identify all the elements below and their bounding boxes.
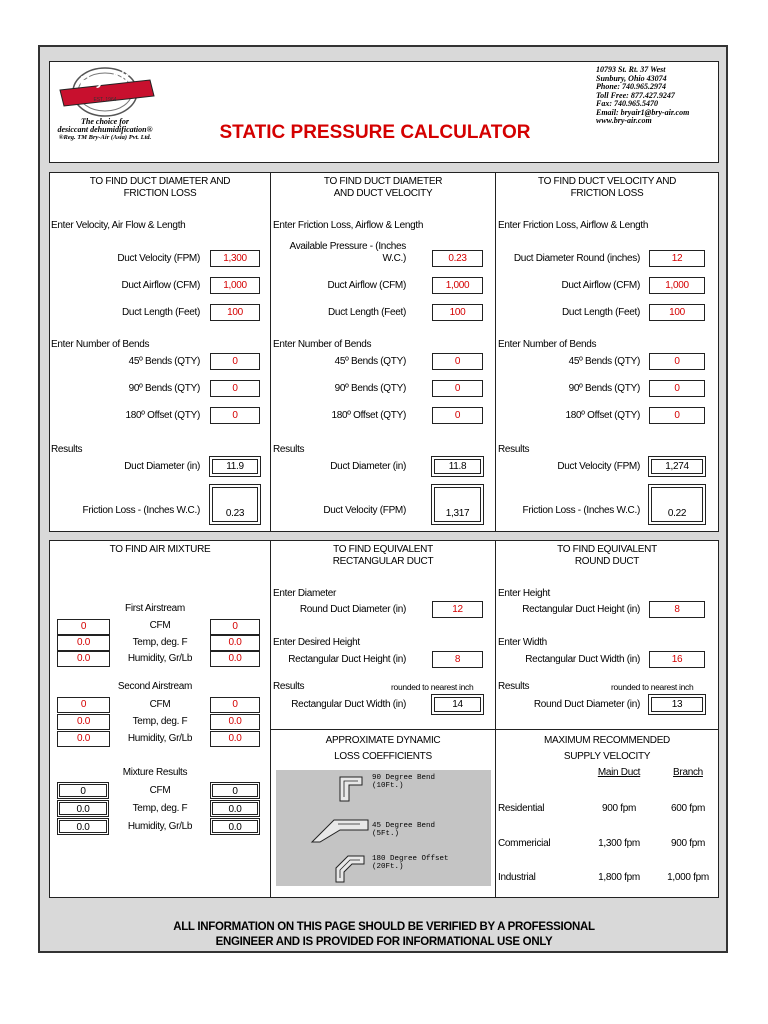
velocity-row-branch: 600 fpm	[670, 803, 706, 814]
bend-45-detail: (5Ft.)	[372, 830, 400, 838]
col1-airflow-label: Duct Airflow (CFM)	[121, 280, 200, 291]
col3-friction-label: Friction Loss - (Inches W.C.)	[522, 505, 640, 516]
page-title: STATIC PRESSURE CALCULATOR	[219, 122, 531, 143]
first-humidity-right[interactable]: 0.0	[210, 651, 260, 667]
col2-velocity-output: 1,317	[431, 484, 484, 525]
col3-velocity-output: 1,274	[648, 456, 706, 477]
col2-bends-label: Enter Number of Bends	[273, 339, 372, 350]
col2-velocity-label: Duct Velocity (FPM)	[323, 505, 406, 516]
rect-round-diameter-input[interactable]: 12	[432, 601, 483, 618]
mix-temp-right: 0.0	[210, 800, 260, 817]
col2-pressure-input[interactable]: 0.23	[432, 250, 483, 267]
loss-heading: APPROXIMATE DYNAMIC LOSS COEFFICIENTS	[325, 735, 441, 762]
round-width-input[interactable]: 16	[649, 651, 705, 668]
second-humidity-left[interactable]: 0.0	[57, 731, 110, 747]
second-cfm-left[interactable]: 0	[57, 697, 110, 713]
col1-bend45-input[interactable]: 0	[210, 353, 260, 370]
round-width-label: Rectangular Duct Width (in)	[525, 654, 640, 665]
col2-length-label: Duct Length (Feet)	[328, 307, 406, 318]
col1-friction-label: Friction Loss - (Inches W.C.)	[82, 505, 200, 516]
rect-round-diameter-label: Round Duct Diameter (in)	[299, 604, 406, 615]
col3-airflow-input[interactable]: 1,000	[649, 277, 705, 294]
col3-diameter-label: Duct Diameter Round (inches)	[513, 253, 640, 264]
rect-enter-diameter: Enter Diameter	[273, 588, 337, 599]
col1-velocity-input[interactable]: 1,300	[210, 250, 260, 267]
first-airstream-title: First Airstream	[125, 603, 185, 614]
second-cfm-label: CFM	[149, 699, 171, 710]
velocity-row-branch: 900 fpm	[670, 838, 706, 849]
col1-velocity-label: Duct Velocity (FPM)	[117, 253, 200, 264]
col3-offset180-label: 180º Offset (QTY)	[565, 410, 640, 421]
bend-90-icon	[336, 773, 366, 803]
col3-friction-output: 0.22	[648, 484, 706, 525]
offset-180-detail: (20Ft.)	[372, 863, 404, 871]
col1-bend90-label: 90º Bends (QTY)	[128, 383, 200, 394]
round-height-input[interactable]: 8	[649, 601, 705, 618]
first-humidity-left[interactable]: 0.0	[57, 651, 110, 667]
rect-round-note: rounded to nearest inch	[391, 682, 474, 692]
velocity-heading: MAXIMUM RECOMMENDED SUPPLY VELOCITY	[544, 735, 670, 762]
first-humidity-label: Humidity, Gr/Lb	[127, 653, 193, 664]
col3-enter-label: Enter Friction Loss, Airflow & Length	[498, 220, 649, 231]
col3-bend45-input[interactable]: 0	[649, 353, 705, 370]
mix-cfm-label: CFM	[149, 785, 171, 796]
bend-90-detail: (10Ft.)	[372, 782, 404, 790]
round-heading: TO FIND EQUIVALENT ROUND DUCT	[557, 544, 657, 567]
second-cfm-right[interactable]: 0	[210, 697, 260, 713]
col2-length-input[interactable]: 100	[432, 304, 483, 321]
col3-bend90-label: 90º Bends (QTY)	[568, 383, 640, 394]
round-enter-height: Enter Height	[498, 588, 550, 599]
logo-tagline-1: The choice for	[81, 117, 129, 126]
logo-ring-text: EST. 1964	[93, 97, 117, 103]
mixture-results-title: Mixture Results	[122, 767, 188, 778]
col2-bend90-label: 90º Bends (QTY)	[334, 383, 406, 394]
col3-bends-label: Enter Number of Bends	[498, 339, 597, 350]
mix-humidity-label: Humidity, Gr/Lb	[127, 821, 193, 832]
bend-90-name: 90 Degree Bend	[372, 774, 436, 782]
col1-bend45-label: 45º Bends (QTY)	[128, 356, 200, 367]
col2-airflow-input[interactable]: 1,000	[432, 277, 483, 294]
first-temp-left[interactable]: 0.0	[57, 635, 110, 651]
offset-180-name: 180 Degree Offset	[372, 855, 449, 863]
round-results-label: Results	[498, 681, 530, 692]
col2-bend45-label: 45º Bends (QTY)	[334, 356, 406, 367]
rect-height-input[interactable]: 8	[432, 651, 483, 668]
mixture-heading: TO FIND AIR MIXTURE	[109, 544, 211, 555]
col3-bend45-label: 45º Bends (QTY)	[568, 356, 640, 367]
bend-45-name: 45 Degree Bend	[372, 822, 436, 830]
col1-length-input[interactable]: 100	[210, 304, 260, 321]
col2-bend45-input[interactable]: 0	[432, 353, 483, 370]
velocity-col-branch: Branch	[673, 767, 703, 778]
col2-heading: TO FIND DUCT DIAMETER AND DUCT VELOCITY	[323, 176, 443, 199]
second-humidity-right[interactable]: 0.0	[210, 731, 260, 747]
round-round-note: rounded to nearest inch	[611, 682, 694, 692]
velocity-row-main: 1,300 fpm	[598, 838, 640, 849]
first-cfm-label: CFM	[149, 620, 171, 631]
first-temp-right[interactable]: 0.0	[210, 635, 260, 651]
company-address: 10793 St. Rt. 37 West Sunbury, Ohio 43074 Phone: 740.965.2974 Toll Free: 877.427.9247 Fax: 740.965.5470 Email: bryair1@bry-air.com www.bry-air.com	[596, 65, 690, 125]
velocity-row-label: Industrial	[498, 872, 536, 883]
velocity-row-main: 1,800 fpm	[598, 872, 640, 883]
second-temp-right[interactable]: 0.0	[210, 714, 260, 730]
col2-bend90-input[interactable]: 0	[432, 380, 483, 397]
col2-diameter-label: Duct Diameter (in)	[330, 461, 406, 472]
col3-length-label: Duct Length (Feet)	[562, 307, 640, 318]
second-airstream-title: Second Airstream	[117, 681, 193, 692]
col3-offset180-input[interactable]: 0	[649, 407, 705, 424]
round-diameter-output: 13	[648, 694, 706, 715]
col3-airflow-label: Duct Airflow (CFM)	[561, 280, 640, 291]
col3-length-input[interactable]: 100	[649, 304, 705, 321]
col3-velocity-label: Duct Velocity (FPM)	[557, 461, 640, 472]
mix-humidity-left: 0.0	[57, 818, 109, 835]
second-temp-label: Temp, deg. F	[132, 716, 188, 727]
second-temp-left[interactable]: 0.0	[57, 714, 110, 730]
col3-diameter-input[interactable]: 12	[649, 250, 705, 267]
velocity-row-main: 900 fpm	[601, 803, 637, 814]
col2-results-label: Results	[273, 444, 305, 455]
first-cfm-right[interactable]: 0	[210, 619, 260, 635]
col3-bend90-input[interactable]: 0	[649, 380, 705, 397]
col1-enter-label: Enter Velocity, Air Flow & Length	[51, 220, 186, 231]
col2-pressure-label: Available Pressure - (Inches W.C.)	[289, 241, 406, 264]
col2-diameter-output: 11.8	[431, 456, 484, 477]
col1-diameter-label: Duct Diameter (in)	[124, 461, 200, 472]
logo-tagline-3: ®Reg. TM Bry-Air (Asia) Pvt. Ltd.	[58, 134, 152, 141]
rect-width-label: Rectangular Duct Width (in)	[291, 699, 406, 710]
disclaimer: ALL INFORMATION ON THIS PAGE SHOULD BE VERIFIED BY A PROFESSIONAL ENGINEER AND IS PROVIDED FOR INFORMATIONAL USE ONLY	[173, 921, 595, 948]
col2-offset180-input[interactable]: 0	[432, 407, 483, 424]
col1-offset180-input[interactable]: 0	[210, 407, 260, 424]
offset-180-icon	[334, 850, 366, 884]
col2-airflow-label: Duct Airflow (CFM)	[327, 280, 406, 291]
velocity-row-label: Commericial	[498, 838, 551, 849]
col1-airflow-input[interactable]: 1,000	[210, 277, 260, 294]
col1-bend90-input[interactable]: 0	[210, 380, 260, 397]
col3-results-label: Results	[498, 444, 530, 455]
rect-height-label: Rectangular Duct Height (in)	[288, 654, 406, 665]
mix-cfm-left: 0	[57, 782, 109, 799]
rect-results-label: Results	[273, 681, 305, 692]
round-enter-width: Enter Width	[498, 637, 547, 648]
col1-diameter-output: 11.9	[209, 456, 261, 477]
col2-enter-label: Enter Friction Loss, Airflow & Length	[273, 220, 424, 231]
logo-tagline-2: desiccant dehumidification®	[57, 125, 153, 134]
col1-results-label: Results	[51, 444, 83, 455]
first-temp-label: Temp, deg. F	[132, 637, 188, 648]
rect-heading: TO FIND EQUIVALENT RECTANGULAR DUCT	[332, 544, 434, 567]
col1-length-label: Duct Length (Feet)	[122, 307, 200, 318]
velocity-col-main: Main Duct	[597, 767, 641, 778]
first-cfm-left[interactable]: 0	[57, 619, 110, 635]
velocity-row-label: Residential	[498, 803, 545, 814]
col1-friction-output: 0.23	[209, 484, 261, 525]
col2-offset180-label: 180º Offset (QTY)	[331, 410, 406, 421]
col1-offset180-label: 180º Offset (QTY)	[125, 410, 200, 421]
rect-width-output: 14	[431, 694, 484, 715]
rect-enter-height: Enter Desired Height	[273, 637, 360, 648]
col1-heading: TO FIND DUCT DIAMETER AND FRICTION LOSS	[89, 176, 231, 199]
second-humidity-label: Humidity, Gr/Lb	[127, 733, 193, 744]
mix-temp-left: 0.0	[57, 800, 109, 817]
mix-temp-label: Temp, deg. F	[132, 803, 188, 814]
mix-humidity-right: 0.0	[210, 818, 260, 835]
logo-wordmark: Bry-Air	[78, 68, 132, 91]
col1-bends-label: Enter Number of Bends	[51, 339, 150, 350]
round-diameter-label: Round Duct Diameter (in)	[533, 699, 640, 710]
velocity-row-branch: 1,000 fpm	[667, 872, 709, 883]
round-height-label: Rectangular Duct Height (in)	[522, 604, 640, 615]
col3-heading: TO FIND DUCT VELOCITY AND FRICTION LOSS	[537, 176, 677, 199]
mix-cfm-right: 0	[210, 782, 260, 799]
bend-45-icon	[310, 812, 370, 844]
